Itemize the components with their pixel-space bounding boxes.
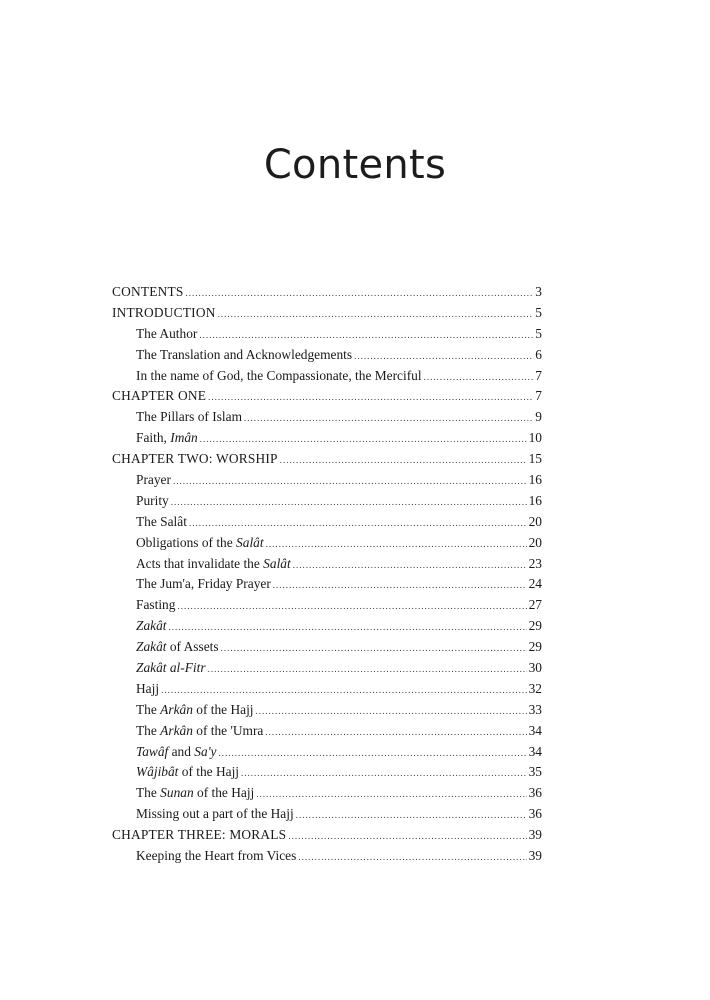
toc-entry-label [112, 282, 184, 303]
label-text: Purity [136, 492, 169, 508]
toc-section-entry [112, 804, 542, 825]
toc-section-entry [112, 470, 542, 491]
dot-leader [296, 805, 527, 826]
toc-entry-label [136, 366, 422, 387]
label-text: The Salât [136, 513, 187, 529]
label-text: of the 'Umra [192, 722, 264, 738]
label-text: The Pillars of Islam [136, 409, 242, 425]
italic-term: Sunan [160, 785, 194, 801]
page-number: 5 [535, 304, 542, 320]
dot-leader [173, 471, 527, 492]
dot-leader [354, 346, 533, 367]
page-number: 5 [535, 325, 542, 341]
label-text: Faith, [136, 430, 171, 446]
page-number: 6 [535, 346, 542, 362]
toc-section-entry [112, 574, 542, 595]
dot-leader [208, 659, 527, 680]
label-text: of the Hajj [178, 764, 240, 780]
toc-section-entry [112, 345, 542, 366]
label-text: Obligations of the [136, 534, 237, 550]
dot-leader [171, 492, 527, 513]
dot-leader [293, 555, 527, 576]
italic-term: Imân [170, 430, 198, 446]
toc-section-entry [112, 616, 542, 637]
label-text: CHAPTER ONE [112, 388, 207, 404]
label-text: Missing out a part of the Hajj [136, 806, 294, 822]
dot-leader [266, 534, 527, 555]
dot-leader [273, 575, 527, 596]
page-number: 30 [528, 660, 542, 676]
page-number: 20 [528, 534, 542, 550]
italic-term: Zakât al-Fitr [136, 660, 206, 676]
toc-entry-label [136, 721, 263, 742]
page-number: 29 [528, 618, 542, 634]
page-number: 9 [535, 409, 542, 425]
label-text: of Assets [166, 639, 219, 655]
dot-leader [244, 408, 533, 429]
toc-section-entry [112, 679, 542, 700]
toc-section-entry [112, 846, 542, 867]
label-text: of the Hajj [192, 701, 254, 717]
toc-chapter-entry [112, 825, 542, 846]
italic-term: Wâjibât [136, 764, 179, 780]
toc-section-entry [112, 428, 542, 449]
page-number: 3 [535, 284, 542, 299]
label-text: INTRODUCTION [112, 304, 216, 320]
label-text: The Translation and Acknowledgements [136, 346, 353, 362]
toc-entry-label [136, 407, 242, 428]
page-title: Contents [263, 142, 447, 188]
page-number: 16 [528, 492, 542, 508]
dot-leader [218, 304, 534, 325]
label-text: The [136, 722, 161, 738]
label-text: The Author [136, 325, 198, 341]
page-number: 7 [535, 367, 542, 383]
dot-leader [280, 450, 527, 471]
toc-entry-label [136, 491, 169, 512]
italic-term: Arkân [160, 722, 193, 738]
toc-entry-label [136, 742, 217, 763]
label-text: CHAPTER THREE: MORALS [112, 827, 287, 843]
page-number: 16 [528, 472, 542, 488]
italic-term: Zakât [136, 618, 167, 634]
page-number: 15 [528, 451, 542, 467]
italic-term: Arkân [160, 701, 193, 717]
toc-section-entry [112, 324, 542, 345]
toc-entry-label [136, 783, 254, 804]
toc-entry-label [136, 554, 291, 575]
label-text: Fasting [136, 597, 176, 613]
toc-entry-label [136, 324, 197, 345]
page-number: 36 [528, 806, 542, 822]
label-text: The [136, 701, 161, 717]
dot-leader [256, 701, 527, 722]
toc-entry-label [136, 533, 264, 554]
dot-leader [424, 367, 534, 388]
toc-entry-label [136, 574, 271, 595]
italic-term: Salât [263, 555, 291, 571]
toc-entry-label [136, 428, 198, 449]
toc-chapter-entry [112, 303, 542, 324]
toc-entry-label [136, 595, 175, 616]
toc-section-entry [112, 637, 542, 658]
dot-leader [288, 826, 526, 847]
italic-term: Zakât [136, 639, 167, 655]
label-text: Acts that invalidate the [136, 555, 264, 571]
toc-section-entry [112, 366, 542, 387]
toc-entry-label [136, 470, 171, 491]
label-text: of the Hajj [193, 785, 255, 801]
italic-term: Tawâf [136, 743, 169, 759]
label-text: CHAPTER TWO: WORSHIP [112, 451, 278, 467]
label-text: The [136, 785, 161, 801]
dot-leader [265, 722, 526, 743]
toc-section-entry [112, 533, 542, 554]
table-of-contents [112, 282, 542, 867]
dot-leader [199, 325, 533, 346]
toc-section-entry [112, 407, 542, 428]
italic-term: Sa'y [194, 743, 217, 759]
toc-section-entry [112, 762, 542, 783]
label-text: Hajj [136, 680, 160, 696]
toc-chapter-entry [112, 449, 542, 470]
page-number: 29 [528, 639, 542, 655]
dot-leader [186, 283, 534, 304]
toc-entry-label [136, 512, 187, 533]
toc-entry-label [136, 762, 239, 783]
toc-entry-label [136, 846, 296, 867]
label-text: and [168, 743, 195, 759]
toc-entry-label [112, 303, 216, 324]
toc-section-entry [112, 595, 542, 616]
page-number: 23 [528, 555, 542, 571]
page-number: 27 [528, 597, 542, 613]
page-number: 20 [528, 513, 542, 529]
dot-leader [219, 743, 527, 764]
dot-leader [221, 638, 527, 659]
toc-section-entry [112, 658, 542, 679]
dot-leader [241, 763, 527, 784]
page-number: 35 [528, 764, 542, 780]
dot-leader [256, 784, 526, 805]
toc-entry-label [136, 679, 159, 700]
dot-leader [189, 513, 527, 534]
label-text: The Jum'a, Friday Prayer [136, 576, 271, 592]
toc-chapter-entry [112, 282, 542, 303]
toc-section-entry [112, 721, 542, 742]
page-number: 7 [535, 388, 542, 404]
label-text: Keeping the Heart from Vices [136, 848, 297, 864]
toc-entry-label [112, 825, 286, 846]
dot-leader [161, 680, 527, 701]
page-number: 34 [528, 743, 542, 759]
toc-section-entry [112, 491, 542, 512]
toc-section-entry [112, 700, 542, 721]
toc-entry-label [136, 345, 352, 366]
dot-leader [200, 429, 527, 450]
toc-entry-label [136, 700, 254, 721]
label-text: CONTENTS [112, 284, 184, 299]
toc-entry-label [112, 386, 206, 407]
page-number: 39 [528, 848, 542, 864]
page-number: 24 [528, 576, 542, 592]
toc-entry-label [136, 658, 206, 679]
toc-entry-label [136, 804, 294, 825]
dot-leader [298, 847, 526, 868]
dot-leader [169, 617, 527, 638]
dot-leader [177, 596, 526, 617]
page-number: 10 [528, 430, 542, 446]
page-number: 39 [528, 827, 542, 843]
page-number: 32 [528, 680, 542, 696]
toc-section-entry [112, 742, 542, 763]
toc-section-entry [112, 783, 542, 804]
toc-section-entry [112, 554, 542, 575]
label-text: Prayer [136, 472, 171, 488]
page-number: 33 [528, 701, 542, 717]
dot-leader [208, 387, 533, 408]
toc-section-entry [112, 512, 542, 533]
toc-entry-label [136, 637, 219, 658]
page-number: 34 [528, 722, 542, 738]
page-number: 36 [528, 785, 542, 801]
label-text: In the name of God, the Compassionate, the Merciful [136, 367, 422, 383]
italic-term: Salât [236, 534, 264, 550]
toc-chapter-entry [112, 386, 542, 407]
toc-entry-label [136, 616, 167, 637]
toc-entry-label [112, 449, 278, 470]
